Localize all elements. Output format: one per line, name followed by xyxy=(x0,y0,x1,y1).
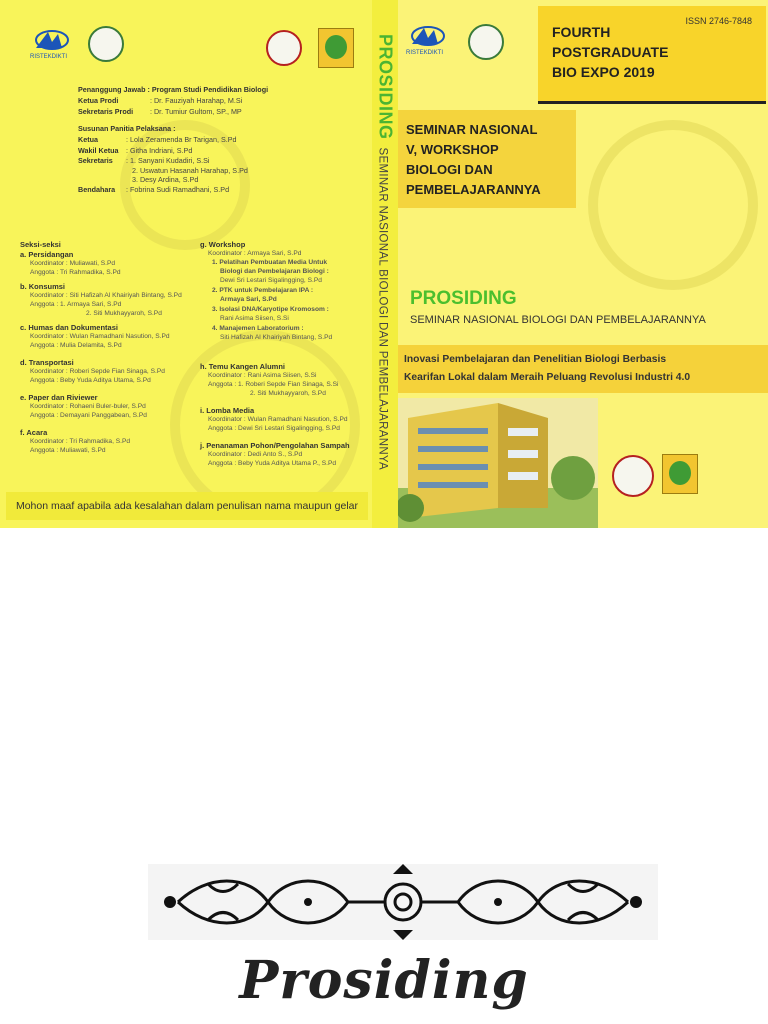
sekretaris-prodi-value: : Dr. Tumiur Gultom, SP., MP xyxy=(150,107,242,116)
bendahara-label: Bendahara xyxy=(78,185,116,194)
svg-text:RISTEKDIKTI: RISTEKDIKTI xyxy=(406,50,444,56)
university-seal-logo xyxy=(88,26,124,62)
sekretaris-3: 3. Desy Ardina, S.Pd xyxy=(132,175,199,184)
workshop-1c: Dewi Sri Lestari Sigalingging, S.Pd xyxy=(220,277,322,284)
sekretaris-2: 2. Uswatun Hasanah Harahap, S.Pd xyxy=(132,166,248,175)
humas-anggota: Anggota : Mulia Delamita, S.Pd xyxy=(30,342,122,349)
section-transportasi: d. Transportasi xyxy=(20,358,74,367)
watermark-circle xyxy=(588,120,758,290)
section-humas: c. Humas dan Dokumentasi xyxy=(20,323,118,332)
workshop-1b: Biologi dan Pembelajaran Biologi : xyxy=(220,268,329,275)
paper-koordinator: Koordinator : Rohaeni Buler-buler, S.Pd xyxy=(30,403,146,410)
transportasi-anggota: Anggota : Beby Yuda Aditya Utama, S.Pd xyxy=(30,377,151,384)
ketua-value: : Lola Zeramenda Br Tarigan, S.Pd xyxy=(126,135,237,144)
ketua-label: Ketua xyxy=(78,135,98,144)
expo-line-3: BIO EXPO 2019 xyxy=(552,64,655,80)
bendahara-value: : Fobrina Sudi Ramadhani, S.Pd xyxy=(126,185,230,194)
workshop-2b: Armaya Sari, S.Pd xyxy=(220,296,277,303)
seminar-line-3: BIOLOGI DAN xyxy=(406,162,493,177)
issn: ISSN 2746-7848 xyxy=(685,16,752,26)
workshop-3b: Rani Asima Siisen, S.Si xyxy=(220,315,289,322)
expo-line-2: POSTGRADUATE xyxy=(552,44,669,60)
ketua-prodi-value: : Dr. Fauziyah Harahap, M.Si xyxy=(150,96,243,105)
sekretaris-prodi-label: Sekretaris Prodi xyxy=(78,107,134,116)
humas-koordinator: Koordinator : Wulan Ramadhani Nasution, S.Pd xyxy=(30,333,170,340)
regional-emblem-logo xyxy=(662,454,698,494)
seminar-box xyxy=(398,110,576,208)
seminar-line-1: SEMINAR NASIONAL xyxy=(406,122,538,137)
section-acara: f. Acara xyxy=(20,428,48,437)
section-paper: e. Paper dan Riviewer xyxy=(20,393,98,402)
ristekdikti-logo xyxy=(404,22,448,56)
section-konsumsi: b. Konsumsi xyxy=(20,282,66,291)
susunan-panitia: Susunan Panitia Pelaksana : xyxy=(78,124,176,133)
section-temu-kangen: h. Temu Kangen Alumni xyxy=(200,362,286,371)
expo-line-1: FOURTH xyxy=(552,24,611,40)
penanaman-koordinator: Koordinator : Dedi Anto S., S.Pd xyxy=(208,451,303,458)
lomba-koordinator: Koordinator : Wulan Ramadhani Nasution, S.Pd xyxy=(208,416,348,423)
workshop-4b: Siti Hafizah Al Khairiyah Bintang, S.Pd xyxy=(220,334,333,341)
penanggung-jawab: Penanggung Jawab : Program Studi Pendidikan Biologi xyxy=(78,85,269,94)
persidangan-koordinator: Koordinator : Muliawati, S.Pd xyxy=(30,260,116,267)
acara-anggota: Anggota : Muliawati, S.Pd xyxy=(30,447,106,454)
theme-line-2: Kearifan Lokal dalam Meraih Peluang Revolusi Industri 4.0 xyxy=(404,372,691,383)
temu-koordinator: Koordinator : Rani Asima Siisen, S.Si xyxy=(208,372,317,379)
seminar-line-4: PEMBELAJARANNYA xyxy=(406,182,541,197)
sekretaris-1: : 1. Sanyani Kudadiri, S.Si xyxy=(126,156,210,165)
decorative-ornament xyxy=(148,864,658,940)
regional-emblem-logo xyxy=(318,28,354,68)
section-penanaman: j. Penanaman Pohon/Pengolahan Sampah xyxy=(200,441,350,450)
university-seal-logo xyxy=(468,24,504,60)
section-persidangan: a. Persidangan xyxy=(20,250,74,259)
lomba-anggota: Anggota : Dewi Sri Lestari Sigalingging, S.Pd xyxy=(208,425,340,432)
seksi-title: Seksi-seksi xyxy=(20,240,61,249)
campus-building-photo xyxy=(398,398,598,528)
spine-subtitle: SEMINAR NASIONAL BIOLOGI DAN PEMBELAJARANNYA xyxy=(376,147,389,471)
paper-anggota: Anggota : Demayani Panggabean, S.Pd xyxy=(30,412,147,419)
acara-koordinator: Koordinator : Tri Rahmadika, S.Pd xyxy=(30,438,131,445)
konsumsi-anggota-1: Anggota : 1. Armaya Sari, S.Pd xyxy=(30,301,122,308)
spine-title: PROSIDING xyxy=(375,34,396,140)
persidangan-anggota: Anggota : Tri Rahmadika, S.Pd xyxy=(30,269,121,276)
workshop-3a: 3. Isolasi DNA/Karyotipe Kromosom : xyxy=(212,306,329,313)
prosiding-subtitle: SEMINAR NASIONAL BIOLOGI DAN PEMBELAJARANNYA xyxy=(410,314,706,326)
sekretaris-label: Sekretaris xyxy=(78,156,113,165)
spine-text xyxy=(372,0,398,528)
section-lomba-media: i. Lomba Media xyxy=(200,406,255,415)
theme-line-1: Inovasi Pembelajaran dan Penelitian Biologi Berbasis xyxy=(404,354,667,365)
page-title: Prosiding xyxy=(239,950,529,1011)
apology-note: Mohon maaf apabila ada kesalahan dalam penulisan nama maupun gelar xyxy=(6,492,368,520)
workshop-2a: 2. PTK untuk Pembelajaran IPA : xyxy=(212,287,314,294)
back-cover xyxy=(0,0,372,528)
temu-anggota-1: Anggota : 1. Roberi Sepde Fian Sinaga, S.Si xyxy=(208,381,339,388)
ketua-prodi-label: Ketua Prodi xyxy=(78,96,119,105)
konsumsi-koordinator: Koordinator : Siti Hafizah Al Khairiyah Bintang, S.Pd xyxy=(30,292,182,299)
wakil-label: Wakil Ketua xyxy=(78,146,119,155)
penanaman-anggota: Anggota : Beby Yuda Aditya Utama P., S.Pd xyxy=(208,460,337,467)
svg-text:RISTEKDIKTI: RISTEKDIKTI xyxy=(30,54,68,60)
workshop-4a: 4. Manajemen Laboratorium : xyxy=(212,325,304,332)
wakil-value: : Githa Indriani, S.Pd xyxy=(126,146,193,155)
university-seal-logo-red xyxy=(612,455,654,497)
section-workshop: g. Workshop xyxy=(200,240,246,249)
theme-box xyxy=(398,345,768,393)
workshop-1a: 1. Pelatihan Pembuatan Media Untuk xyxy=(212,259,328,266)
prosiding-heading: PROSIDING xyxy=(410,288,517,309)
temu-anggota-2: 2. Siti Mukhayyaroh, S.Pd xyxy=(250,390,326,397)
transportasi-koordinator: Koordinator : Roberi Sepde Fian Sinaga, S.Pd xyxy=(30,368,165,375)
ristekdikti-logo xyxy=(28,26,72,60)
konsumsi-anggota-2: 2. Siti Mukhayyaroh, S.Pd xyxy=(86,310,162,317)
seminar-line-2: V, WORKSHOP xyxy=(406,142,499,157)
university-seal-logo-red xyxy=(266,30,302,66)
workshop-koordinator: Koordinator : Armaya Sari, S.Pd xyxy=(208,250,302,257)
expo-box xyxy=(538,6,766,104)
